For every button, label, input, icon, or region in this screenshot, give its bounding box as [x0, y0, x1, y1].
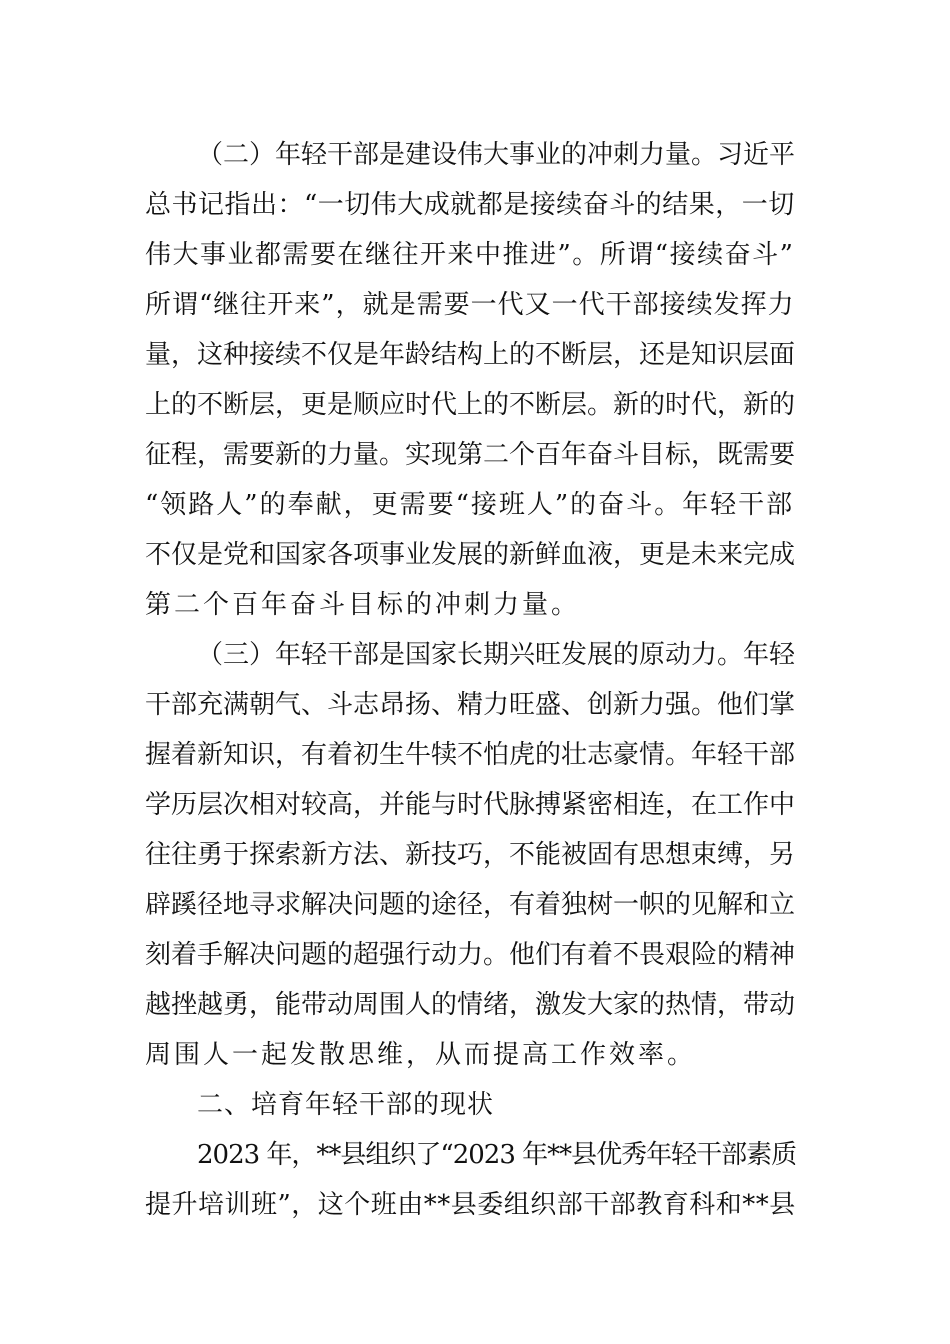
paragraph-4-line-1: 2023 年，**县组织了“2023 年**县优秀年轻干部素质 — [197, 1140, 797, 1170]
paragraph-2-line-5: 量，这种接续不仅是年龄结构上的不断层，还是知识层面 — [145, 340, 796, 370]
paragraph-3-line-4: 学历层次相对较高，并能与时代脉搏紧密相连，在工作中 — [145, 790, 796, 820]
paragraph-2-line-3: 伟大事业都需要在继往开来中推进”。所谓“接续奋斗” — [145, 240, 795, 270]
paragraph-3-line-1: （三）年轻干部是国家长期兴旺发展的原动力。年轻 — [197, 640, 796, 670]
paragraph-4-line-2: 提升培训班”，这个班由**县委组织部干部教育科和**县 — [145, 1190, 796, 1220]
paragraph-2-line-1: （二）年轻干部是建设伟大事业的冲刺力量。习近平 — [197, 140, 796, 170]
paragraph-2-line-2: 总书记指出：“一切伟大成就都是接续奋斗的结果，一切 — [145, 190, 795, 220]
paragraph-2-line-6: 上的不断层，更是顺应时代上的不断层。新的时代，新的 — [145, 390, 796, 420]
paragraph-3-line-9: 周围人一起发散思维，从而提高工作效率。 — [145, 1040, 697, 1070]
paragraph-3-line-3: 握着新知识，有着初生牛犊不怕虎的壮志豪情。年轻干部 — [145, 740, 796, 770]
paragraph-3-line-7: 刻着手解决问题的超强行动力。他们有着不畏艰险的精神 — [145, 940, 796, 970]
paragraph-3-line-8: 越挫越勇，能带动周围人的情绪，激发大家的热情，带动 — [145, 990, 796, 1020]
paragraph-2-line-9: 不仅是党和国家各项事业发展的新鲜血液，更是未来完成 — [145, 540, 796, 570]
paragraph-2-line-7: 征程，需要新的力量。实现第二个百年奋斗目标，既需要 — [145, 440, 796, 470]
paragraph-2-line-10: 第二个百年奋斗目标的冲刺力量。 — [145, 590, 581, 620]
paragraph-2-line-8: “领路人”的奉献，更需要“接班人”的奋斗。年轻干部 — [145, 490, 795, 520]
paragraph-3-line-6: 辟蹊径地寻求解决问题的途径，有着独树一帜的见解和立 — [145, 890, 796, 920]
paragraph-2-line-4: 所谓“继往开来”，就是需要一代又一代干部接续发挥力 — [145, 290, 795, 320]
paragraph-3-line-5: 往往勇于探索新方法、新技巧，不能被固有思想束缚，另 — [145, 840, 796, 870]
section-heading: 二、培育年轻干部的现状 — [197, 1090, 495, 1120]
paragraph-3-line-2: 干部充满朝气、斗志昂扬、精力旺盛、创新力强。他们掌 — [145, 690, 796, 720]
